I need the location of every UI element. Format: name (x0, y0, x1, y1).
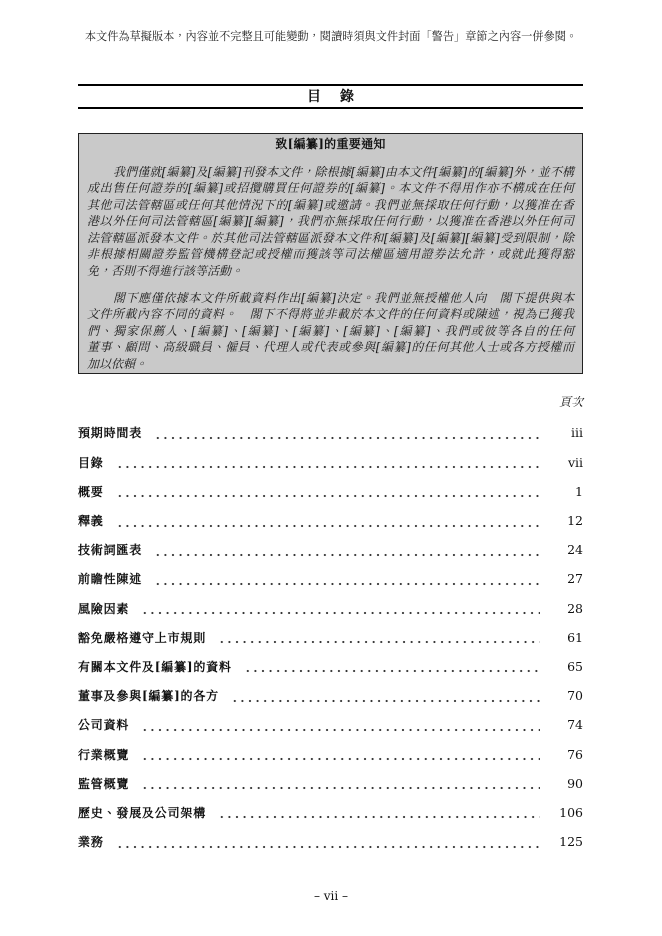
toc-entry-title: 業務 (78, 835, 104, 850)
toc-entry-page: 24 (567, 542, 583, 558)
toc-entry-title: 概要 (78, 484, 104, 499)
toc-entry (78, 535, 583, 564)
toc-entry-page: 74 (567, 717, 583, 733)
toc-entry-title: 前瞻性陳述 (78, 572, 143, 587)
toc-entry (78, 827, 583, 856)
dot-leader (141, 601, 540, 615)
draft-notice-header: 本文件為草擬版本，內容並不完整且可能變動，閱讀時須與文件封面「警告」章節之內容一併參閱。 (84, 30, 578, 43)
toc-entry-title: 監管概覽 (78, 776, 130, 791)
page-footer: – vii – (313, 889, 349, 903)
toc-entry-page: 61 (567, 629, 583, 645)
toc-entry-page: 90 (567, 775, 583, 791)
toc-entry (78, 623, 583, 652)
toc-entry-page: 28 (567, 600, 583, 616)
toc-entry (78, 798, 583, 827)
toc-entry-page: 12 (567, 513, 583, 529)
dot-leader (116, 835, 540, 849)
notice-line: 們、獨家保薦人、[編纂]、[編纂]、[編纂]、[編纂]、[編纂]、我們或彼等各自的任何 (87, 323, 574, 338)
dot-leader (116, 514, 540, 528)
dot-leader (218, 630, 540, 644)
toc-entry-title: 有關本文件及[編纂]的資料 (78, 659, 232, 674)
toc-entry (78, 594, 583, 623)
toc-entry-title: 董事及參與[編纂]的各方 (78, 689, 219, 704)
page-title: 目錄 (307, 89, 373, 105)
notice-line: 加以依賴。 (87, 356, 148, 371)
toc-entry-title: 釋義 (78, 514, 104, 529)
toc-entry-title: 預期時間表 (78, 426, 143, 441)
dot-leader (154, 572, 540, 586)
dot-leader (141, 776, 540, 790)
notice-line: 我們僅就[編纂]及[編纂]刊發本文件，除根據[編纂]由本文件[編纂]的[編纂]外，並不構 (113, 164, 574, 179)
toc-entry-page: 125 (559, 834, 583, 850)
toc-entry-page: 1 (575, 483, 583, 499)
toc-entry (78, 710, 583, 739)
notice-line: 文件所載內容不同的資料。 閣下不得將並非載於本文件的任何資料或陳述，視為已獲我 (87, 307, 574, 321)
notice-line: 成出售任何證券的[編纂]或招攬購買任何證券的[編纂]。本文件不得用作亦不構成在任何 (87, 181, 574, 195)
dot-leader (141, 747, 540, 761)
toc-entry-page: vii (567, 454, 583, 470)
toc-entry-page: 70 (567, 688, 583, 704)
toc-entry-title: 歷史、發展及公司架構 (78, 805, 207, 820)
dot-leader (141, 718, 540, 732)
toc-entry (78, 739, 583, 768)
notice-line: 其他司法管轄區或任何其他情況下的[編纂]或邀請。我們並無採取任何行動，以獲准在香 (87, 197, 574, 212)
toc-entry-title: 行業概覽 (78, 747, 130, 762)
toc-entry (78, 448, 583, 477)
toc-entry (78, 564, 583, 593)
toc-entry-page: 106 (559, 804, 583, 820)
toc-entry-title: 技術詞匯表 (78, 543, 143, 558)
toc-entry-title: 公司資料 (78, 718, 130, 733)
notice-line: 港以外任何司法管轄區[編纂][編纂]，我們亦無採取任何行動，以獲准在香港以外任何司 (87, 214, 574, 228)
toc-entry-title: 豁免嚴格遵守上市規則 (78, 630, 207, 645)
notice-line: 法管轄區派發本文件。於其他司法管轄區派發本文件和[編纂]及[編纂][編纂]受到限制，除 (87, 230, 574, 245)
dot-leader (231, 689, 540, 703)
dot-leader (154, 543, 540, 557)
notice-heading: 致[編纂]的重要通知 (275, 136, 386, 151)
toc-entry-title: 風險因素 (78, 601, 130, 616)
notice-line: 非根據相關證券監管機構登記或授權而獲該等司法權區適用證券法允許，或就此獲得豁 (87, 247, 574, 261)
important-notice-box (78, 133, 583, 374)
dot-leader (116, 484, 540, 498)
toc-entry-page: 27 (567, 571, 583, 587)
dot-leader (154, 426, 540, 440)
dot-leader (244, 659, 540, 673)
dot-leader (218, 805, 540, 819)
toc-entry (78, 769, 583, 798)
toc-entry (78, 681, 583, 710)
notice-paragraph-1 (87, 164, 574, 280)
notice-line: 董事、顧問、高級職員、僱員、代理人或代表或參與[編纂]的任何其他人士或各方授權而 (87, 340, 574, 354)
toc-entry-page: 76 (567, 746, 583, 762)
toc-entry-title: 目錄 (78, 455, 104, 470)
toc-list (78, 418, 583, 856)
toc-entry-page: iii (571, 425, 583, 441)
dot-leader (116, 455, 540, 469)
notice-line: 閣下應僅依據本文件所載資料作出[編纂]決定。我們並無授權他人向 閣下提供與本 (113, 290, 574, 305)
toc-entry-page: 65 (567, 658, 583, 674)
toc-entry (78, 418, 583, 447)
page-title-block (78, 84, 583, 109)
page-column-label: 頁次 (558, 395, 583, 409)
notice-line: 免，否則不得進行該等活動。 (87, 263, 244, 278)
toc-entry (78, 652, 583, 681)
toc-entry (78, 506, 583, 535)
toc-entry (78, 477, 583, 506)
notice-paragraph-2 (87, 290, 574, 373)
